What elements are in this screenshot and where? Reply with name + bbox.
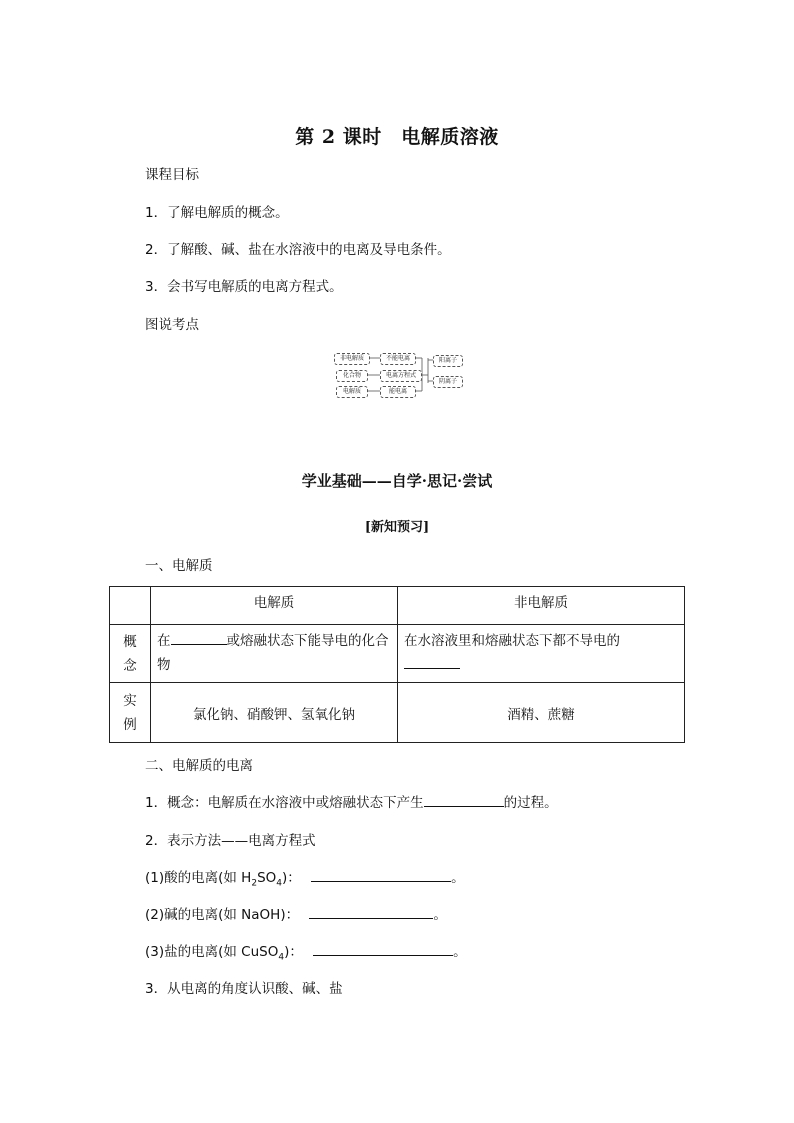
section-title: 学业基础——自学·思记·尝试 [301,472,493,490]
subsection-title: [新知预习] [364,520,430,535]
blank-salt [313,941,453,956]
acid-sub-4: 4 [276,878,283,889]
blank-3 [424,792,504,807]
concept-electrolyte-pre: 在 [157,633,171,649]
diagram-node-compound: 化合物 [336,370,368,382]
concept-electrolyte-post: 或熔融状态下能导电的化合物 [157,633,389,673]
blank-acid [311,867,451,882]
base-end: 。 [433,907,447,923]
diagram-node-electrolyte: 电解质 [336,386,368,398]
table-row-concept [110,625,685,683]
blank-base [309,904,433,919]
acid-line [145,866,465,889]
table-row-example [110,683,685,743]
salt-sub-4: 4 [278,952,285,963]
row-label-example [110,683,151,743]
goal-item-3: 3．会书写电解质的电离方程式。 [145,279,343,295]
method-heading: 2．表示方法——电离方程式 [145,833,316,849]
concept-pre: 1．概念：电解质在水溶液中或熔融状态下产生 [145,795,424,811]
base-text: (2)碱的电离(如 NaOH)： [145,907,300,923]
goal-item-2: 2．了解酸、碱、盐在水溶液中的电离及导电条件。 [145,242,451,258]
row-label-example-text: 实例 [123,692,137,733]
part3-line: 3．从电离的角度认识酸、碱、盐 [145,981,343,997]
acid-prefix: (1)酸的电离(如 H [145,870,252,886]
acid-mid: SO [257,870,277,886]
diagram-node-anion: 阴离子 [433,376,463,388]
salt-line [145,940,467,963]
row-label-concept-text: 概念 [123,633,137,674]
salt-suffix: )： [284,944,303,960]
diagram-node-ionizable: 能电离 [380,386,416,398]
diagram-node-cation: 阳离子 [433,355,463,367]
table-header-row [110,587,685,625]
part1-heading: 一、电解质 [145,558,213,574]
blank-2 [404,654,460,669]
acid-end: 。 [451,870,465,886]
example-electrolyte-cell: 氯化钠、硝酸钾、氢氧化钠 [151,683,398,743]
blank-1 [171,630,227,645]
table-header-non-electrolyte: 非电解质 [398,587,685,625]
acid-suffix: )： [282,870,301,886]
goal-item-1: 1．了解电解质的概念。 [145,205,289,221]
table-header-electrolyte: 电解质 [151,587,398,625]
base-line [145,903,447,923]
concept-line [145,791,558,811]
row-label-concept [110,625,151,683]
goals-heading: 课程目标 [145,167,199,183]
table-header-empty [110,587,151,625]
diagram-node-non-electrolyte: 非电解质 [334,353,370,365]
part2-heading: 二、电解质的电离 [145,758,253,774]
salt-prefix: (3)盐的电离(如 CuSO [145,944,279,960]
concept-electrolyte-cell [151,625,398,683]
diagram-heading: 图说考点 [145,317,199,333]
example-non-electrolyte-cell: 酒精、蔗糖 [398,683,685,743]
acid-sub-2: 2 [251,878,258,889]
concept-post: 的过程。 [503,795,558,811]
diagram-node-no-ionization: 不能电离 [380,353,416,365]
concept-non-electrolyte-cell [398,625,685,683]
concept-non-electrolyte-text: 在水溶液里和熔融状态下都不导电的 [404,633,620,649]
electrolyte-table [109,586,685,743]
diagram-node-ionization-equation: 电离方程式 [380,370,422,382]
salt-end: 。 [453,944,467,960]
page-title: 第 2 课时 电解质溶液 [295,126,499,148]
